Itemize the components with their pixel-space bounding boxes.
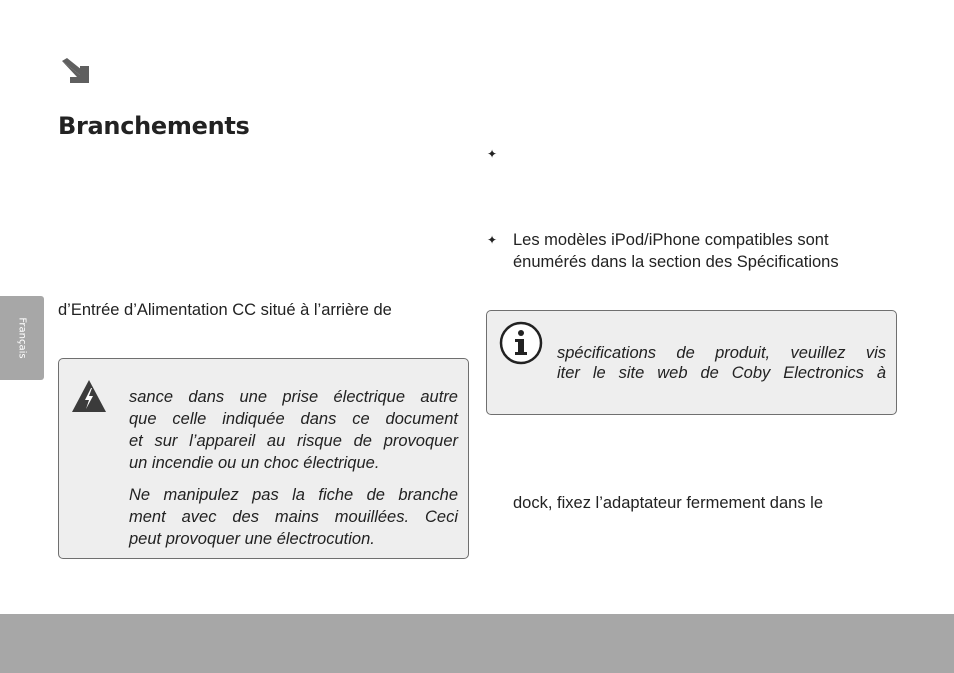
warning-line-3: et sur l’appareil au risque de provoquer xyxy=(129,432,458,450)
warning-line-7: peut provoquer une électrocution. xyxy=(129,530,375,548)
page-title: Branchements xyxy=(58,112,250,140)
bullet-icon: ✦ xyxy=(487,147,498,161)
bullet-icon: ✦ xyxy=(487,233,498,247)
left-text-line: d’Entrée d’Alimentation CC situé à l’arrière de xyxy=(58,301,392,319)
warning-lightning-icon xyxy=(71,379,107,413)
right-text-line: dock, fixez l’adaptateur fermement dans le xyxy=(513,494,823,512)
language-tab xyxy=(0,296,44,380)
warning-line-6: ment avec des mains mouillées. Ceci xyxy=(129,508,458,526)
bullet-text-line-1: Les modèles iPod/iPhone compatibles sont xyxy=(513,231,829,249)
arrow-down-right-icon xyxy=(58,52,94,88)
info-line-2: iter le site web de Coby Electronics à xyxy=(557,364,886,382)
footer-band xyxy=(0,614,954,673)
info-line-1: spécifications de produit, veuillez vis xyxy=(557,344,886,362)
info-box xyxy=(486,310,897,415)
warning-line-4: un incendie ou un choc électrique. xyxy=(129,454,380,472)
warning-line-5: Ne manipulez pas la fiche de branche xyxy=(129,486,458,504)
info-icon xyxy=(499,321,543,365)
warning-box xyxy=(58,358,469,559)
warning-line-2: que celle indiquée dans ce document xyxy=(129,410,458,428)
language-tab-label: Français xyxy=(16,317,28,359)
warning-line-1: sance dans une prise électrique autre xyxy=(129,388,458,406)
bullet-text-line-2: énumérés dans la section des Spécifications xyxy=(513,253,839,271)
